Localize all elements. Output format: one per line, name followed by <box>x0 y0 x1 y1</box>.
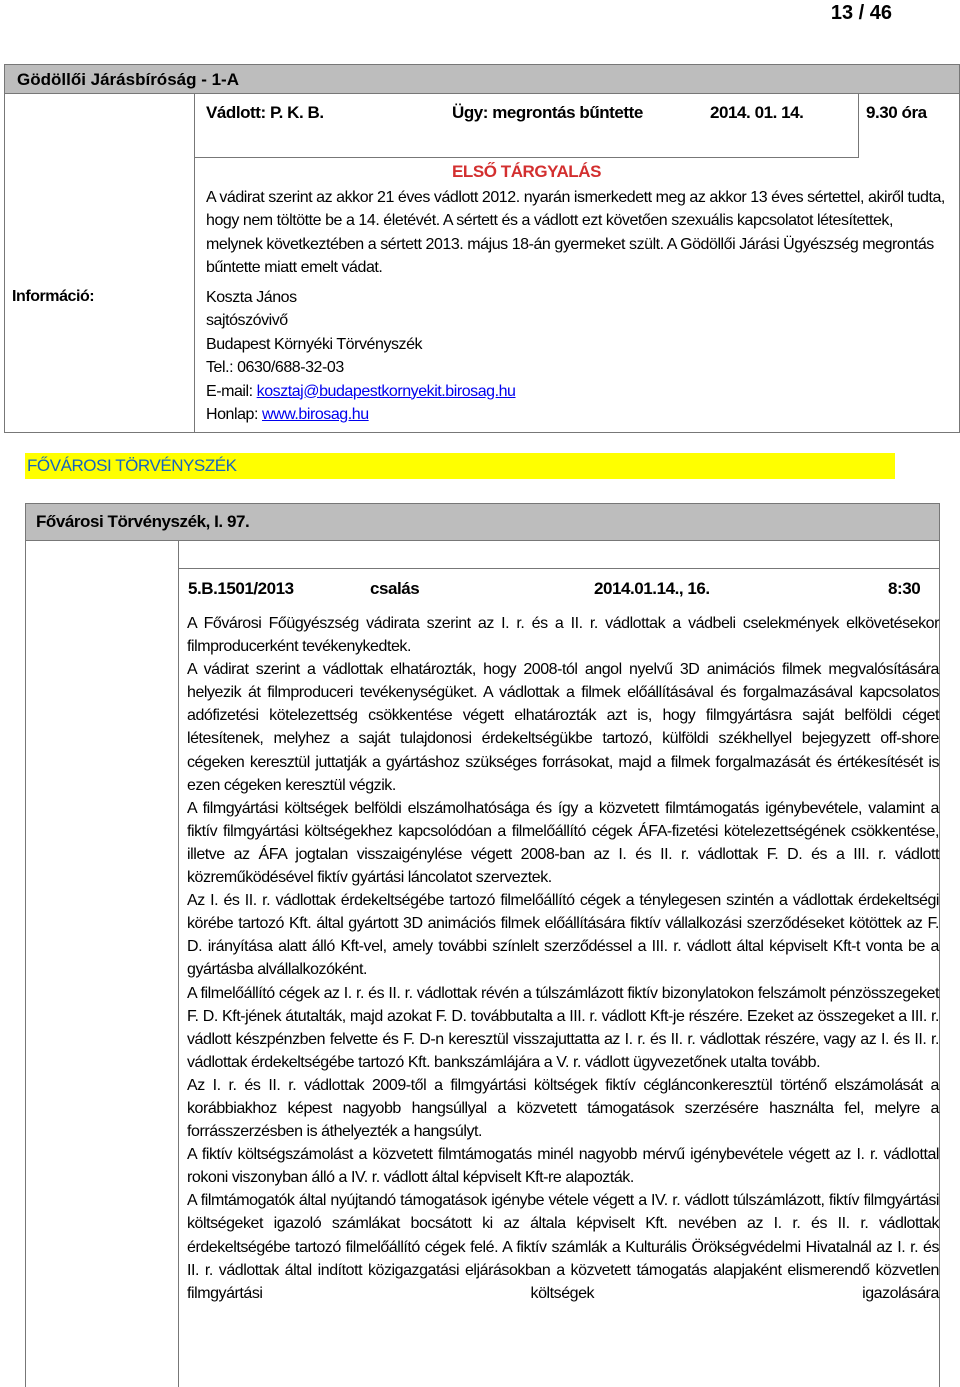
case-description <box>187 612 939 1305</box>
paragraph: Az I. és II. r. vádlottak érdekeltségébe tartozó filmelőállító cégek a ténylegesen szintén a vádlottak érdekeltségi körébe tartozó Kft. által gyártott 3D animációs filmek előállítására fiktív vállalkozási szerződéseket kötöttek az F. D. irányítása alatt álló Kft-vel, amely további színlelt szerződéssel a III. r. vádlott által képviselt Kft-t vonta be a gyártásba alvállalkozóként. <box>187 892 939 979</box>
paragraph: A filmgyártási költségek belföldi elszámolhatósága és így a közvetett filmtámogatás igénybevétele, valamint a fiktív filmgyártási költségekhez kapcsolódóan a filmelőállító cégek ÁFA-fizetési kötelezettségének csökkentése, illetve az ÁFA jogtalan visszaigénylése végett 2008-ban az I. és II. r. vádlottak F. D. és a III. r. vádlott közreműködésével fiktív gyártási láncolatot szerveztek. <box>187 799 939 887</box>
hearing-time: 9.30 óra <box>866 103 927 122</box>
paragraph: A filmtámogatók által nyújtandó támogatások igénybe vétele végett a IV. r. vádlott túlszámlázott, fiktív filmgyártási költségeket igazoló számlákat bocsátott ki az általa képviselt Kft. nevében az I. r. és II. r. vádlottak érdekeltségébe tartozó filmelőállító cégek felé. A fiktív számlák a Kulturális Örökségvédelmi Hivatalnál az I. r. és II. r. vádlottak által indított közigazgatási eljárásokban a közvetett támogatás alapjaként elismerendő közvetlen filmgyártási költségek igazolására <box>187 1192 939 1302</box>
contact-name: Koszta János <box>206 289 297 306</box>
contact-role: sajtószóvivő <box>206 312 288 330</box>
court-name: Gödöllői Járásbíróság - 1-A <box>17 70 239 89</box>
hearing-type: ELSŐ TÁRGYALÁS <box>452 162 601 181</box>
paragraph: A Fővárosi Főügyészség vádirata szerint az I. r. és a II. r. vádlottak a vádbeli cselekmények elkövetésekor filmproducerként tevékenykedtek. <box>187 615 939 656</box>
section-banner: FŐVÁROSI TÖRVÉNYSZÉK <box>25 453 895 479</box>
paragraph: A fiktív költségszámolást a közvetett filmtámogatás minél nagyobb mérvű igénybevétele végett az I. r. vádlottal rokoni viszonyban álló a IV. r. vádlott által képviselt Kft-re alapozták. <box>187 1146 939 1187</box>
case-title: Ügy: megrontás bűntette <box>452 103 643 122</box>
paragraph: A filmelőállító cégek az I. r. és II. r. vádlottak révén a túlszámlázott fiktív bizonylatokon felszámolt pénzösszegeket F. D. Kft-jének átutalták, majd azokat F. D. továbbutalta a III. r. vádlott Kft-je részére. Ezeket az összegeket a III. r. vádlott készpénzben felvette és F. D-n keresztül visszajuttatta az I. r. és II. r. vádlottak részére, vagy az I. és II. r. vádlottak érdekeltségébe tartozó Kft. bankszámlájára a V. r. vádlott ügyvezetőnek utalta tovább. <box>187 984 939 1071</box>
paragraph: A vádirat szerint a vádlottak elhatározták, hogy 2008-tól angol nyelvű 3D animációs filmek megvalósítására helyezik át filmproduceri tevékenységüket. A vádlottak a filmek előállításával és forgalmazásával kapcsolatos adófizetési kötelezettség csökkentése végett elhatározták azt is, hogy filmgyártásra saját belföldi céget létesítenek, melyhez a saját tulajdonosi érdekeltségükbe tartozó, külföldi székhellyel bejegyzett off-shore cégeken keresztül juttatják a gyártáshoz szükséges forrásokat, majd a filmek forgalmazását és értékesítését is ezen cégeken keresztül végzik. <box>187 661 939 794</box>
case-number: 5.B.1501/2013 <box>188 579 294 598</box>
info-label-cell <box>4 93 195 433</box>
contact-email-line <box>206 380 516 403</box>
contact-block <box>206 286 516 426</box>
contact-org: Budapest Környéki Törvényszék <box>206 335 423 353</box>
web-label: Honlap: <box>206 406 262 424</box>
page-number: 13 / 46 <box>830 2 892 24</box>
email-link[interactable]: kosztaj@budapestkornyekit.birosag.hu <box>256 382 516 400</box>
divider <box>178 568 940 569</box>
info-label-cell <box>25 540 179 1387</box>
court-header <box>25 503 940 541</box>
hearing-time: 8:30 <box>888 579 921 598</box>
court-header <box>4 64 960 94</box>
email-label: E-mail: <box>206 382 257 400</box>
case-type: csalás <box>370 579 420 598</box>
web-link[interactable]: www.birosag.hu <box>262 406 369 424</box>
defendant: Vádlott: P. K. B. <box>206 103 324 122</box>
info-label: Információ: <box>12 288 95 305</box>
contact-tel: Tel.: 0630/688-32-03 <box>206 359 344 377</box>
contact-web-line <box>206 403 516 426</box>
hearing-date: 2014. 01. 14. <box>710 103 804 122</box>
case-description: A vádirat szerint az akkor 21 éves vádlott 2012. nyarán ismerkedett meg az akkor 13 éves sértettel, akiről tudta, hogy nem töltötte be a 14. életévét. A sértett és a vádlott ezt követően szexuális kapcsolatot létesítettek, melynek következtében a sértett 2013. május 18-án gyermeket szült. A Gödöllői Járási Ügyészség megrontás bűntette miatt emelt vádat. <box>206 189 945 277</box>
court-name: Fővárosi Törvényszék, I. 97. <box>36 512 250 531</box>
paragraph: Az I. r. és II. r. vádlottak 2009-től a filmgyártási költségek fiktív céglánconkeresztül történő elszámolását a korábbiakhoz képest nagyobb hangsúllyal a közvetett támogatások szerzésére használta fel, melyre a forrásszerzésben is áthelyezték a hangsúlyt. <box>187 1076 939 1141</box>
hearing-date: 2014.01.14., 16. <box>594 579 710 598</box>
